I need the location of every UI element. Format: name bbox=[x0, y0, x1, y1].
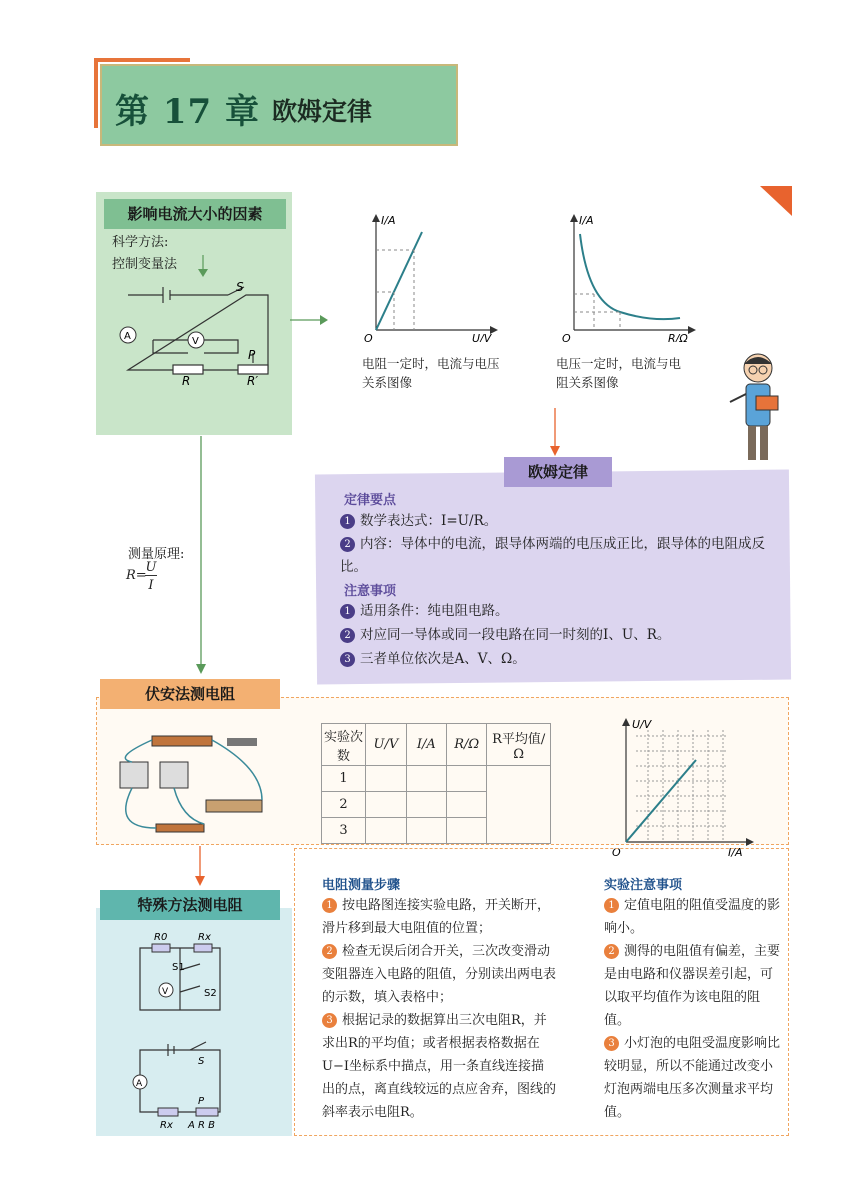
s2-label: S2 bbox=[204, 988, 217, 999]
number-badge: 2 bbox=[322, 944, 337, 959]
graph-left-caption: 电阻一定时，电流与电压关系图像 bbox=[362, 356, 500, 390]
resistor-label: R bbox=[182, 374, 191, 385]
number-badge: 1 bbox=[322, 898, 337, 913]
caution-1: 1 定值电阻的阻值受温度的影响小。 bbox=[604, 898, 781, 936]
measure-formula-left: R= bbox=[126, 568, 147, 583]
step-1: 1 按电路图连接实验电路，开关断开，滑片移到最大电阻值的位置； bbox=[322, 898, 551, 936]
caution-2: 2 测得的电阻值有偏差，主要是由电路和仪器误差引起，可以取平均值作为该电阻的阻值。 bbox=[604, 944, 781, 1028]
table-cell bbox=[406, 792, 446, 818]
number-badge: 3 bbox=[604, 1036, 619, 1051]
ohm-point-1: 1 数学表达式：I=U/R。 bbox=[340, 510, 780, 533]
table-cell bbox=[447, 818, 487, 844]
method-name: 控制变量法 bbox=[112, 257, 178, 272]
graph-right-xlabel: R/Ω bbox=[668, 332, 688, 342]
fuan-banner: 伏安法测电阻 bbox=[100, 679, 280, 709]
caution-3: 3 小灯泡的电阻受温度影响比较明显，所以不能通过改变小灯泡两端电压多次测量求平均值。 bbox=[604, 1036, 781, 1120]
arrow-to-graphs bbox=[290, 310, 330, 330]
graph-right-ylabel: I/A bbox=[579, 214, 594, 227]
number-badge: 2 bbox=[604, 944, 619, 959]
number-badge: 3 bbox=[340, 652, 355, 667]
rx-label: Rx bbox=[198, 932, 211, 943]
table-cell bbox=[366, 792, 407, 818]
step-2: 2 检查无误后闭合开关，三次改变滑动变阻器连入电路的阻值，分别读出两电表的示数，填入表格中； bbox=[322, 944, 557, 1005]
special-circuit-2 bbox=[120, 1036, 270, 1131]
uigraph-origin: O bbox=[612, 846, 621, 859]
table-cell bbox=[406, 766, 446, 792]
title-accent-bar-vertical bbox=[94, 58, 98, 128]
number-badge: 1 bbox=[340, 514, 355, 529]
ohm-points-title: 定律要点 bbox=[344, 493, 397, 508]
number-badge: 3 bbox=[322, 1013, 337, 1028]
s1-label: S1 bbox=[172, 962, 185, 973]
vertical-connector bbox=[195, 436, 207, 676]
table-header: R/Ω bbox=[447, 724, 487, 766]
slider-label: P bbox=[248, 348, 256, 362]
special-banner: 特殊方法测电阻 bbox=[100, 890, 280, 920]
uigraph-ylabel: U/V bbox=[632, 718, 652, 731]
title-accent-bar bbox=[94, 58, 190, 62]
teacher-illustration bbox=[728, 350, 788, 468]
measure-formula-denominator: I bbox=[148, 578, 154, 593]
chapter-number: 第 17 章 bbox=[115, 92, 260, 132]
number-badge: 2 bbox=[340, 537, 355, 552]
table-header: R平均值/Ω bbox=[487, 724, 551, 766]
voltmeter-label: V bbox=[192, 336, 199, 347]
ohm-notes-title: 注意事项 bbox=[344, 584, 397, 599]
table-cell bbox=[487, 766, 551, 844]
table-cell bbox=[366, 818, 407, 844]
p-label: P bbox=[198, 1096, 205, 1107]
switch-label: S bbox=[236, 280, 244, 294]
a-label: A bbox=[136, 1079, 143, 1089]
steps-title: 电阻测量步骤 bbox=[322, 878, 401, 893]
arb-label: A R B bbox=[188, 1120, 216, 1131]
ammeter-label: A bbox=[124, 331, 131, 342]
arrow-to-special bbox=[190, 846, 210, 888]
uigraph-xlabel: I/A bbox=[728, 846, 743, 859]
measure-principle-label: 测量原理: bbox=[128, 547, 185, 562]
v-label: V bbox=[162, 987, 169, 997]
graph-left-xlabel: U/V bbox=[472, 332, 492, 342]
s-label: S bbox=[198, 1056, 205, 1067]
fuan-apparatus-illustration bbox=[112, 728, 272, 838]
graph-right-origin: O bbox=[562, 332, 571, 342]
ohm-note-1: 1 适用条件：纯电阻电路。 bbox=[340, 600, 780, 623]
rx2-label: Rx bbox=[160, 1120, 173, 1131]
table-cell bbox=[447, 766, 487, 792]
corner-triangle-decoration bbox=[760, 186, 792, 216]
factors-circuit-diagram bbox=[108, 255, 288, 385]
special-circuit-1 bbox=[120, 930, 270, 1020]
u-i-graph bbox=[608, 716, 758, 861]
table-header: I/A bbox=[406, 724, 446, 766]
graph-right-caption: 电压一定时，电流与电阻关系图像 bbox=[556, 356, 682, 390]
ohm-law-banner: 欧姆定律 bbox=[504, 457, 612, 487]
current-resistance-graph bbox=[560, 212, 700, 342]
ohm-note-2: 2 对应同一导体或同一段电路在同一时刻的I、U、R。 bbox=[340, 624, 780, 647]
fuan-data-table bbox=[321, 723, 551, 844]
table-header: 实验次数 bbox=[322, 724, 366, 766]
arrow-to-ohm-law bbox=[545, 408, 565, 458]
rheostat-label: R′ bbox=[247, 374, 259, 385]
table-cell bbox=[447, 792, 487, 818]
number-badge: 1 bbox=[340, 604, 355, 619]
method-label: 科学方法: bbox=[112, 235, 169, 250]
table-cell bbox=[406, 818, 446, 844]
step-3: 3 根据记录的数据算出三次电阻R，并求出R的平均值；或者根据表格数据在U−I坐标系中描点，用一条直线连接描出的点，离直线较远的点应舍弃，图线的斜率表示电阻R。 bbox=[322, 1013, 557, 1120]
table-cell: 1 bbox=[322, 766, 366, 792]
ohm-point-2: 2 内容：导体中的电流，跟导体两端的电压成正比，跟导体的电阻成反比。 bbox=[340, 536, 765, 575]
number-badge: 1 bbox=[604, 898, 619, 913]
table-header: U/V bbox=[366, 724, 407, 766]
r0-label: R0 bbox=[154, 932, 168, 943]
number-badge: 2 bbox=[340, 628, 355, 643]
current-voltage-graph bbox=[362, 212, 502, 342]
measure-formula-numerator: U bbox=[145, 560, 157, 575]
ohm-note-3: 3 三者单位依次是A、V、Ω。 bbox=[340, 648, 780, 671]
table-row bbox=[322, 766, 551, 792]
table-cell: 2 bbox=[322, 792, 366, 818]
table-cell: 3 bbox=[322, 818, 366, 844]
factors-banner: 影响电流大小的因素 bbox=[104, 199, 286, 229]
cautions-title: 实验注意事项 bbox=[604, 878, 683, 893]
graph-left-origin: O bbox=[364, 332, 373, 342]
chapter-name: 欧姆定律 bbox=[272, 97, 373, 126]
graph-left-ylabel: I/A bbox=[381, 214, 396, 227]
table-cell bbox=[366, 766, 407, 792]
